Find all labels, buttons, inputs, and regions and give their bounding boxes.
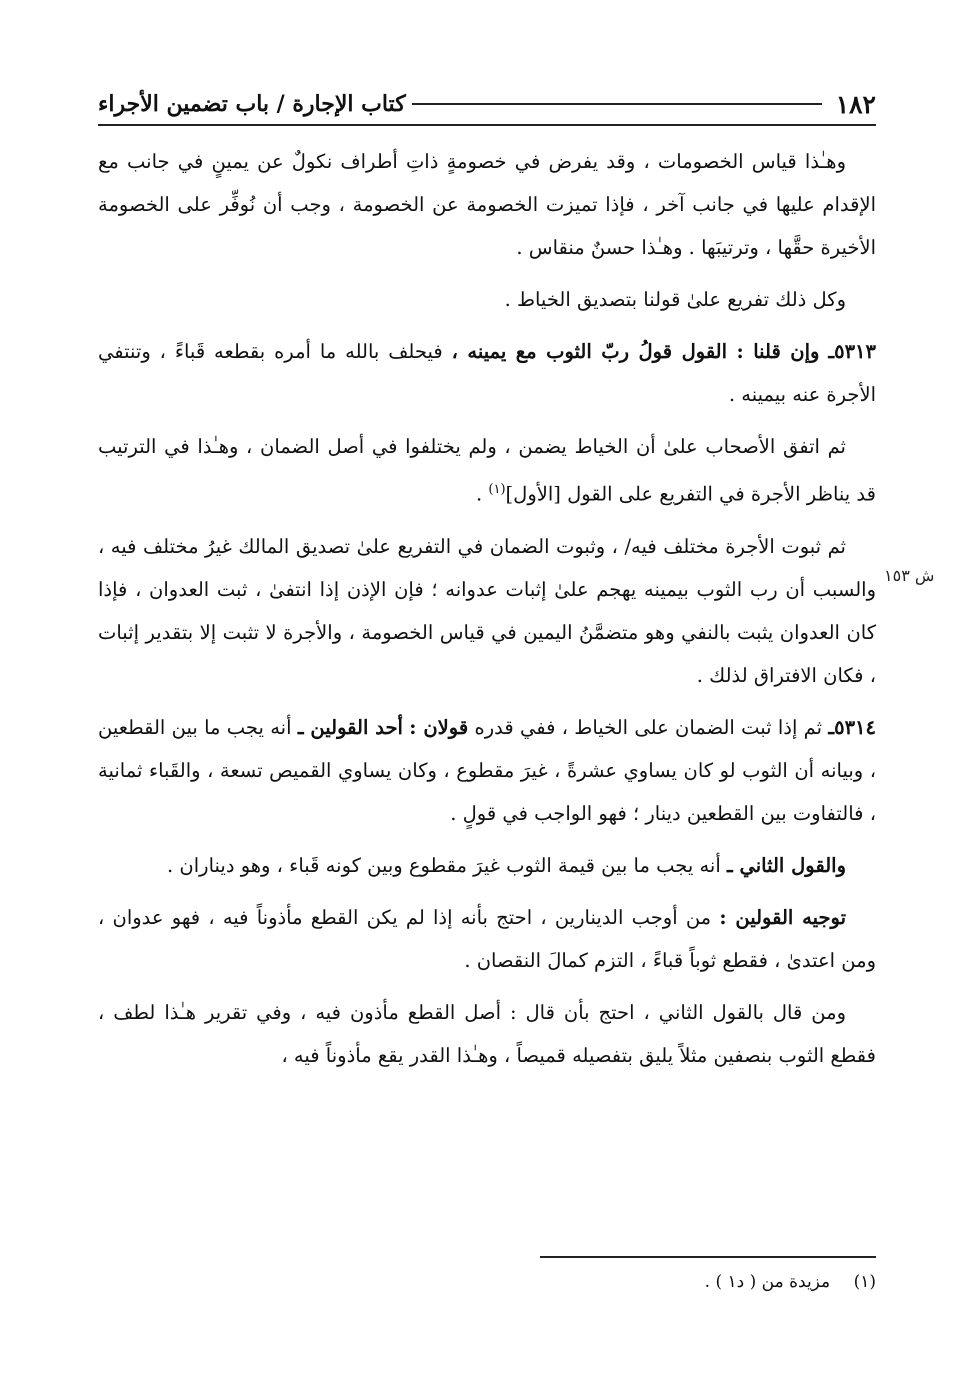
section-text-rest: أنه يجب ما بين القطعين ، وبيانه أن الثوب لو كان يساوي عشرةً ، غيرَ مقطوع ، وكان يساوي القميص تسعة ، والقَباء ثمانية ، فالتفاوت بين القطعين دينار ؛ فهو الواجب في قولٍ .: [98, 715, 876, 825]
footnote-text: مزيدة من ( د١ ) .: [704, 1272, 831, 1292]
footnote-number: (١): [853, 1272, 876, 1292]
section-5314: [98, 706, 876, 835]
section-text-a: ثم إذا ثبت الضمان على الخياط ، ففي قدره: [474, 715, 823, 739]
bold-lemma-justification: توجيه القولين :: [719, 905, 847, 929]
margin-manuscript-reference: ش ١٥٣: [884, 566, 935, 585]
paragraph-2: وكل ذلك تفريع علىٰ قولنا بتصديق الخياط .: [504, 288, 846, 311]
paragraph-text: أنه يجب ما بين قيمة الثوب غيرَ مقطوع وبين كونه قَباء ، وهو ديناران .: [167, 853, 721, 877]
running-title: كتاب الإجارة / باب تضمين الأجراء: [98, 91, 406, 117]
bold-lemma-first-opinion: أحد القولين ـ: [297, 715, 403, 739]
paragraph-9: ومن قال بالقول الثاني ، احتج بأن قال : أصل القطع مأذون فيه ، وفي تقرير هـٰذا لطف ، فقطع الثوب بنصفين مثلاً يليق بتفصيله قميصاً ، وهـٰذا القدر يقع مأذوناً فيه ،: [98, 1000, 876, 1067]
footnote: [500, 1272, 876, 1292]
page-number: ١٨٢: [835, 89, 876, 119]
paragraph-end: .: [476, 482, 489, 506]
page-header: [98, 84, 876, 126]
paragraph-5: ثم ثبوت الأجرة مختلف فيه/ ، وثبوت الضمان في التفريع علىٰ تصديق المالك غيرُ مختلف فيه ، والسبب أن رب الثوب بيمينه يهجم علىٰ إثبات عدوانه ؛ فإن الإذن إذا انتفىٰ ، ثبت العدوان ، فإذا كان العدوان يثبت بالنفي وهو متضمَّنُ اليمين في قياس الخصومة ، والأجرة لا تثبت إلا بتقدير إثبات ، فكان الافتراق لذلك .: [98, 534, 876, 687]
paragraph-8: [98, 896, 876, 982]
footnote-separator: [540, 1256, 876, 1258]
paragraph-text: من أوجب الدينارين ، احتج بأنه إذا لم يكن القطع مأذوناً فيه ، فهو عدوان ، ومن اعتدىٰ ، فقطع ثوباً قباءً ، التزم كمالَ النقصان .: [98, 905, 876, 972]
bold-lemma-second-opinion: والقول الثاني ـ: [726, 853, 846, 877]
section-number: ٥٣١٣ـ: [828, 340, 876, 363]
bold-lemma: وإن قلنا : القول قولُ ربّ الثوب مع يمينه ،: [451, 340, 820, 363]
paragraph-4: [98, 425, 876, 516]
footnote-ref: (١): [488, 482, 506, 497]
paragraph-7: [98, 844, 876, 887]
bold-lemma-qawlan: قولان :: [409, 715, 469, 739]
header-rule: [412, 103, 822, 105]
section-5313: [98, 330, 876, 416]
body-text: [98, 140, 876, 1086]
paragraph-1: وهـٰذا قياس الخصومات ، وقد يفرض في خصومةٍ ذاتِ أطراف نكولٌ عن يمينٍ في جانب مع الإقدام عليها في جانب آخر ، فإذا تميزت الخصومة عن الخصومة ، وجب أن نُوفِّر على الخصومة الأخيرة حقَّها ، وترتيبَها . وهـٰذا حسنٌ منقاس .: [98, 150, 876, 259]
paragraph-text: ثم اتفق الأصحاب علىٰ أن الخياط يضمن ، ولم يختلفوا في أصل الضمان ، وهـٰذا في الترتيب قد يناظر الأجرة في التفريع على القول [الأول]: [98, 435, 876, 506]
section-number: ٥٣١٤ـ: [828, 715, 877, 739]
section-text: فيحلف بالله ما أمره بقطعه قَباءً ، وتنتفي الأجرة عنه بيمينه .: [98, 340, 876, 406]
